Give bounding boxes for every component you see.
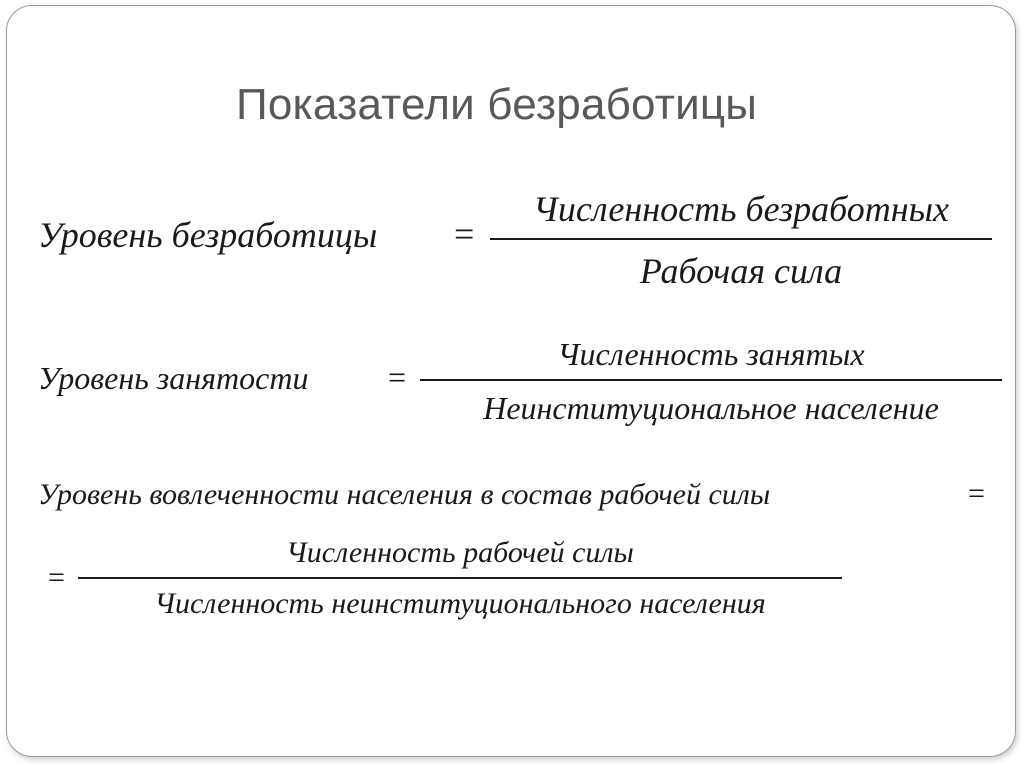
unemployment-denominator: Рабочая сила bbox=[639, 251, 843, 291]
slide-title: Показатели безработицы bbox=[236, 80, 758, 129]
participation-numerator: Численность рабочей силы bbox=[286, 536, 634, 569]
participation-denominator: Численность неинституционального населения bbox=[154, 587, 766, 620]
participation-equals-sign-2: = bbox=[48, 561, 65, 594]
employment-numerator: Численность занятых bbox=[557, 336, 865, 372]
employment-fraction-bar bbox=[420, 379, 1002, 381]
employment-rate-label: Уровень занятости bbox=[38, 360, 309, 396]
participation-fraction-bar bbox=[78, 577, 842, 579]
employment-denominator: Неинституциональное население bbox=[483, 390, 939, 426]
participation-equals-sign: = bbox=[968, 477, 985, 510]
employment-equals-sign: = bbox=[388, 359, 407, 395]
unemployment-equals-sign: = bbox=[454, 214, 475, 254]
participation-rate-label: Уровень вовлеченности населения в состав рабочей силы bbox=[38, 478, 771, 511]
unemployment-fraction-bar bbox=[490, 238, 992, 240]
unemployment-numerator: Численность безработных bbox=[533, 189, 949, 229]
unemployment-rate-label: Уровень безработицы bbox=[38, 215, 378, 255]
